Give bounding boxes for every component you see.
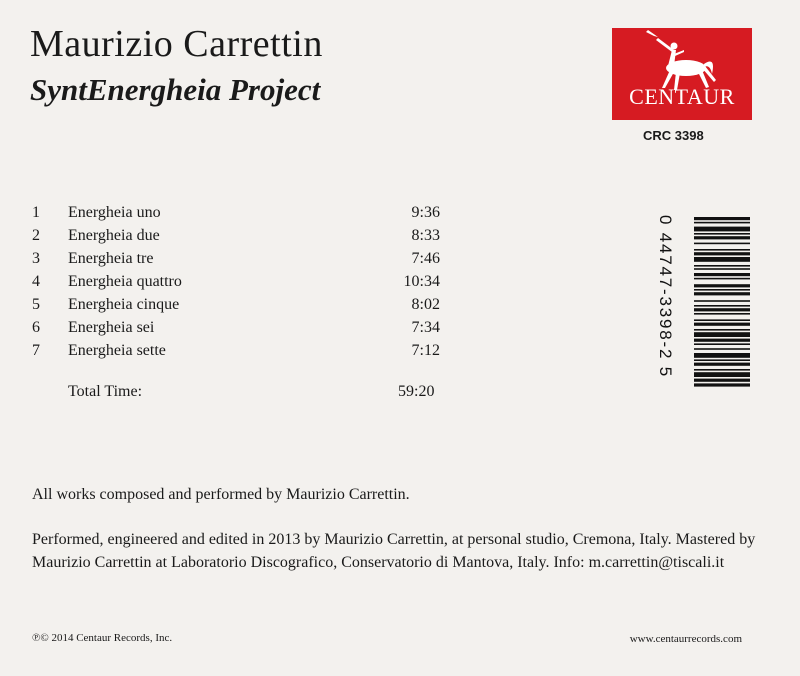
website-url: www.centaurrecords.com [629,633,742,645]
barcode-bar [694,292,750,295]
barcode-bar [694,273,750,276]
track-list [32,201,452,362]
barcode-bar [694,222,750,224]
barcode-bar [694,353,750,358]
barcode-bar [694,243,750,245]
track-row [32,293,452,316]
track-number: 6 [32,319,40,336]
track-number: 7 [32,342,40,359]
barcode-bar [694,300,750,302]
barcode-bar [694,343,750,345]
barcode-bar [694,313,750,315]
track-title: Energheia sette [68,342,166,359]
track-number: 4 [32,273,40,290]
barcode-bar [694,372,750,377]
track-number: 1 [32,204,40,221]
production-credits: Performed, engineered and edited in 2013 by Maurizio Carrettin, at personal studio, Cremona, Italy. Mastered by Maurizio Carrettin at Laboratorio Discografico, Conservatorio di Mantova, Italy. Info: m.carrettin@tiscali.it [32,531,756,571]
composition-note: All works composed and performed by Maurizio Carrettin. [32,486,410,503]
barcode-bar [694,332,750,337]
barcode-bar [694,265,750,267]
track-row [32,247,452,270]
barcode-bar [694,339,750,342]
track-row [32,224,452,247]
barcode-bar [694,348,750,350]
barcode-bar [694,268,750,270]
barcode-bar [694,323,750,326]
barcode-bar [694,252,750,255]
barcode-bar [694,308,750,311]
barcode-bar [694,236,750,239]
track-duration: 7:34 [411,319,440,336]
album-title: SyntEnergheia Project [30,72,321,107]
barcode-bar [694,383,750,386]
barcode-bar [694,329,750,331]
track-row [32,270,452,293]
copyright-notice: ℗© 2014 Centaur Records, Inc. [32,632,173,644]
label-name: CENTAUR [629,84,735,109]
track-title: Energheia cinque [68,296,180,313]
track-duration: 10:34 [403,273,440,290]
barcode-bar [694,289,750,291]
track-row [32,201,452,224]
track-number: 5 [32,296,40,313]
total-time-label: Total Time: [68,383,143,400]
track-title: Energheia sei [68,319,155,336]
track-duration: 8:02 [411,296,440,313]
barcode-bar [694,319,750,321]
barcode-bar [694,359,750,361]
barcode-bar [694,217,750,220]
barcode-bar [694,233,750,235]
barcode-bar [694,227,750,232]
track-row [32,316,452,339]
barcode-digits: 0 44747-3398-2 5 [656,215,675,379]
barcode-bar [694,249,750,251]
track-title: Energheia uno [68,204,161,221]
track-title: Energheia quattro [68,273,182,290]
barcode-bar [694,369,750,371]
barcode-bar [694,257,750,262]
barcode-bar [694,278,750,280]
barcode-bar [694,305,750,307]
track-title: Energheia due [68,227,160,244]
track-duration: 8:33 [411,227,440,244]
track-duration: 9:36 [411,204,440,221]
track-duration: 7:46 [411,250,440,267]
track-number: 2 [32,227,40,244]
track-row [32,339,452,362]
track-duration: 7:12 [411,342,440,359]
barcode-bar [694,284,750,287]
barcode-bar [694,363,750,366]
track-title: Energheia tre [68,250,154,267]
centaur-logo [612,28,752,120]
composer-name: Maurizio Carrettin [30,23,323,65]
catalog-number: CRC 3398 [643,128,704,143]
barcode-bar [694,379,750,382]
track-number: 3 [32,250,40,267]
total-time-value: 59:20 [398,383,435,400]
